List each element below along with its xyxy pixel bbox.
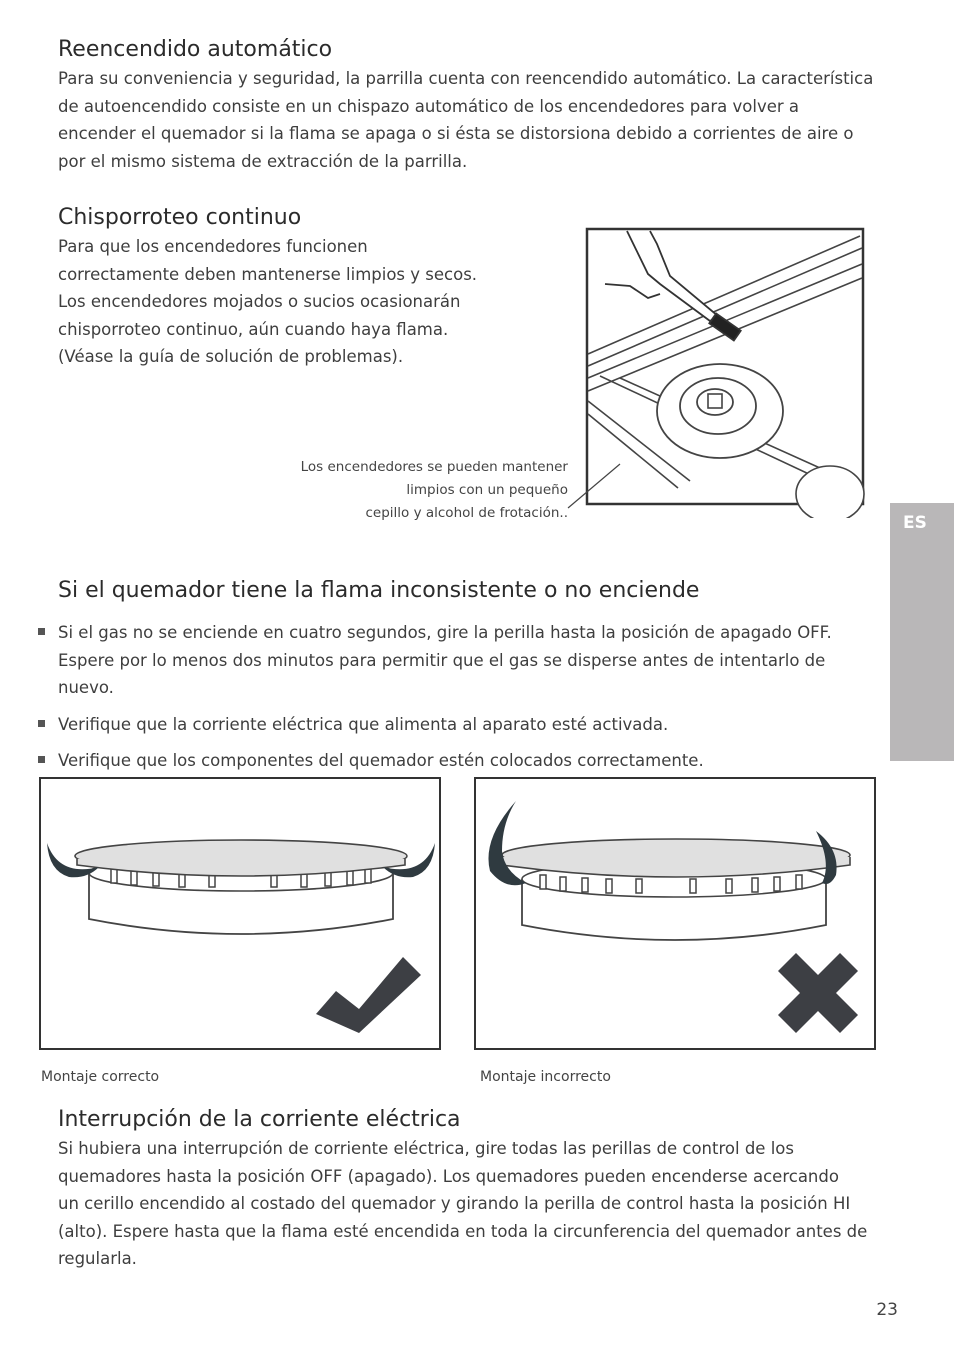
caption-line: limpios con un pequeño [406,482,568,498]
correct-assembly-figure [39,777,441,1050]
page-number: 23 [876,1300,898,1320]
igniter-cleaning-illustration [560,226,866,518]
paragraph-line: (alto). Espere hasta que la flama esté encendida en toda la circunferencia del quemador antes de [58,1221,868,1241]
reencendido-paragraph [58,65,888,175]
caption-line: cepillo y alcohol de frotación.. [365,505,568,521]
paragraph-line: un cerillo encendido al costado del quemador y girando la perilla de control hasta la posición HI [58,1194,851,1213]
section-title-chisporroteo: Chisporroteo continuo [58,205,302,230]
list-item [38,619,858,702]
section-title-flama: Si el quemador tiene la flama inconsistente o no enciende [58,578,700,603]
incorrect-assembly-caption: Montaje incorrecto [480,1069,611,1085]
troubleshooting-list [38,619,858,784]
paragraph-line: regularla. [58,1249,137,1268]
language-tab [890,503,954,761]
paragraph-line: Si hubiera una interrupción de corriente eléctrica, gire todas las perillas de control de los [58,1139,794,1158]
paragraph-line: Los encendedores mojados o sucios ocasionarán [58,292,461,311]
section-title-reencendido: Reencendido automático [58,37,333,62]
incorrect-assembly-figure [474,777,876,1050]
cross-icon [778,953,858,1033]
burner-incorrect-illustration [476,779,874,1048]
paragraph-line: de autoencendido consiste en un chispazo automático de los encendedores para volver a [58,96,800,116]
bullet-square-icon [38,720,45,727]
paragraph-line: por el mismo sistema de extracción de la parrilla. [58,151,468,171]
correct-assembly-caption: Montaje correcto [41,1069,160,1085]
paragraph-line: Para su conveniencia y seguridad, la parrilla cuenta con reencendido automático. La característica [58,69,874,88]
paragraph-line: Para que los encendedores funcionen [58,237,368,256]
paragraph-line: quemadores hasta la posición OFF (apagado). Los quemadores pueden encenderse acercando [58,1166,839,1186]
burner-correct-illustration [41,779,439,1048]
language-tab-label: ES [903,513,927,533]
section-title-interrupcion: Interrupción de la corriente eléctrica [58,1107,461,1132]
list-item-text: Verifique que la corriente eléctrica que alimenta al aparato esté activada. [58,714,669,734]
list-item-text: Si el gas no se enciende en cuatro segundos, gire la perilla hasta la posición de apagado OFF. Espere por lo menos dos minutos para permitir que el gas se disperse antes de intentarlo de nuevo. [58,623,832,697]
list-item [38,747,858,775]
paragraph-line: chisporroteo continuo, aún cuando haya flama. [58,319,449,339]
interrupcion-paragraph [58,1135,888,1273]
chisporroteo-paragraph [58,233,558,371]
brush-figure-caption [250,456,568,525]
checkmark-icon [316,957,421,1033]
list-item-text: Verifique que los componentes del quemador estén colocados correctamente. [58,751,704,770]
bullet-square-icon [38,628,45,635]
paragraph-line: (Véase la guía de solución de problemas). [58,347,404,366]
bullet-square-icon [38,756,45,763]
caption-line: Los encendedores se pueden mantener [300,459,568,475]
paragraph-line: encender el quemador si la flama se apaga o si ésta se distorsiona debido a corrientes de aire o [58,124,854,143]
list-item [38,711,858,739]
paragraph-line: correctamente deben mantenerse limpios y secos. [58,264,478,284]
